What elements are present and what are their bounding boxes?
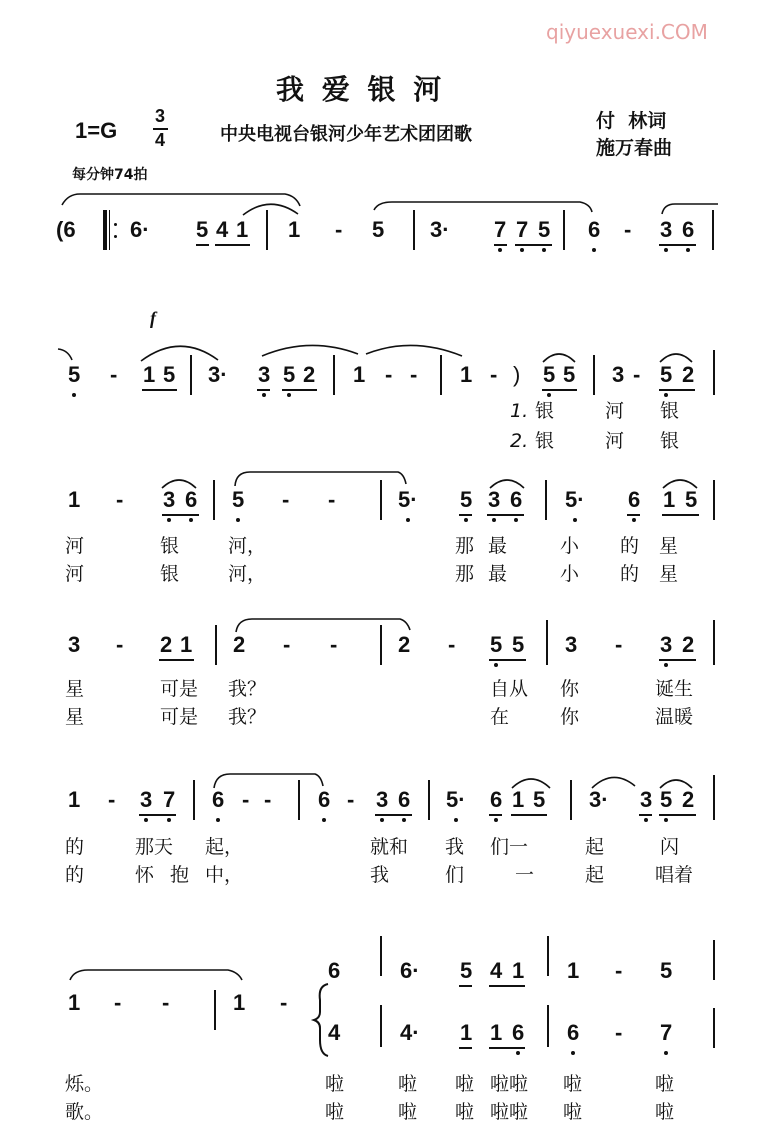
note: - xyxy=(615,1020,623,1045)
barline xyxy=(593,355,595,395)
beam-line xyxy=(215,244,250,246)
lyric: 自从 xyxy=(490,678,529,700)
slur xyxy=(58,349,72,360)
note: - xyxy=(335,217,343,242)
barline xyxy=(713,940,715,980)
note: 1 xyxy=(512,958,525,983)
slur xyxy=(141,346,218,361)
lyric: 银 xyxy=(535,400,555,422)
note: - xyxy=(242,787,250,812)
barline xyxy=(380,936,382,976)
beam-line xyxy=(627,514,640,516)
lyric: 河 xyxy=(65,535,85,557)
lyric: 那最 xyxy=(455,535,522,557)
note: - xyxy=(116,487,124,512)
note: - xyxy=(615,632,623,657)
lyric: 们一 xyxy=(490,836,529,858)
verse-number: 1. xyxy=(510,400,529,422)
lyric: 我？ xyxy=(228,678,267,700)
note: (6 xyxy=(56,217,76,242)
beam-line xyxy=(494,244,507,246)
barline xyxy=(547,936,549,976)
beam-line xyxy=(459,514,472,516)
note: 7 xyxy=(660,1020,673,1045)
note: 1 xyxy=(460,1020,473,1045)
lyric: 啦 xyxy=(563,1101,583,1123)
note: 5 xyxy=(460,487,473,512)
note: 2 xyxy=(303,362,316,387)
note: 6 xyxy=(510,487,523,512)
lyric: 我 xyxy=(370,864,390,886)
note: - xyxy=(283,632,291,657)
lyric: 啦 xyxy=(455,1073,475,1095)
note: 3 xyxy=(565,632,578,657)
beam-line xyxy=(375,814,412,816)
lyric: 啦啦 xyxy=(490,1073,529,1095)
lyric: 抱 xyxy=(170,864,190,886)
dynamic-forte: f xyxy=(150,308,156,328)
note: 5 xyxy=(232,487,245,512)
beam-line xyxy=(659,659,696,661)
note: 5 xyxy=(563,362,576,387)
lyric: 银 xyxy=(660,400,680,422)
barline xyxy=(190,355,192,395)
beam-line xyxy=(489,814,502,816)
barline xyxy=(712,210,714,250)
lyric: 的 xyxy=(65,836,85,858)
time-signature-top: 3 xyxy=(155,106,166,126)
lyric: 的星 xyxy=(620,535,699,557)
note: 7 xyxy=(494,217,507,242)
lyric: 河， xyxy=(228,535,267,557)
lyric: 河 xyxy=(65,563,85,585)
repeat-dot xyxy=(114,223,117,226)
lyric: 银 xyxy=(160,535,180,557)
note: - xyxy=(114,990,122,1015)
lyric: 那最 xyxy=(455,563,522,585)
note: 3 xyxy=(140,787,153,812)
lyric: 我？ xyxy=(228,706,267,728)
lyric: 你 xyxy=(560,678,580,700)
beam-line xyxy=(659,814,696,816)
note: 3 xyxy=(660,632,673,657)
lyric: 在 xyxy=(490,706,510,728)
beam-line xyxy=(489,1047,525,1049)
lyric: 银 xyxy=(660,430,680,452)
note: 6 xyxy=(567,1020,580,1045)
beam-line xyxy=(162,514,199,516)
note: - xyxy=(410,362,418,387)
barline xyxy=(440,355,442,395)
note: 3 xyxy=(640,787,653,812)
lyric: 中， xyxy=(205,864,244,886)
lyric: 星 xyxy=(65,678,85,700)
note: 5 xyxy=(163,362,176,387)
time-signature-bottom: 4 xyxy=(155,130,166,150)
lyric: 啦啦 xyxy=(490,1101,529,1123)
note: 2 xyxy=(682,362,695,387)
lyric: 啦 xyxy=(655,1101,675,1123)
note: 2 xyxy=(682,632,695,657)
note: 5 xyxy=(372,217,385,242)
barline xyxy=(213,480,215,520)
beam-line xyxy=(511,814,547,816)
beam-line xyxy=(515,244,552,246)
barline xyxy=(713,620,715,665)
tempo-marking: 每分钟74拍 xyxy=(72,167,148,183)
note: 5 xyxy=(460,958,473,983)
beam-line xyxy=(487,514,524,516)
note: 5 xyxy=(512,632,525,657)
note: - xyxy=(110,362,118,387)
note: 5 xyxy=(196,217,209,242)
lyric: 啦 xyxy=(325,1073,345,1095)
lyric: 河 xyxy=(605,430,625,452)
note: 1 xyxy=(460,362,473,387)
note: 5 xyxy=(68,362,81,387)
beam-line xyxy=(489,659,526,661)
lyric: 啦 xyxy=(398,1073,418,1095)
subtitle: 中央电视台银河少年艺术团团歌 xyxy=(220,124,472,145)
barline xyxy=(545,480,547,520)
verse-number: 2. xyxy=(510,430,529,452)
lyric: 河， xyxy=(228,563,267,585)
note: 5 xyxy=(660,787,673,812)
note: 5 xyxy=(685,487,698,512)
note: 1 xyxy=(236,217,249,242)
lyric: 我 xyxy=(445,836,465,858)
lyric: 温暖 xyxy=(655,706,694,728)
lyric: 就和 xyxy=(370,836,409,858)
note: 1 xyxy=(567,958,580,983)
lyric: 你 xyxy=(560,706,580,728)
note: 4· xyxy=(400,1020,420,1045)
watermark: qiyuexuexi.COM xyxy=(546,20,708,44)
barline xyxy=(380,1005,382,1047)
barline xyxy=(214,990,216,1030)
note: 1 xyxy=(143,362,156,387)
brace-icon xyxy=(314,984,328,1056)
note: 1 xyxy=(68,487,81,512)
lyric: 起， xyxy=(205,836,244,858)
note: 5· xyxy=(565,487,585,512)
lyric: 一 xyxy=(515,864,535,886)
barline xyxy=(380,625,382,665)
beam-line xyxy=(139,814,176,816)
note: - xyxy=(328,487,336,512)
lyric: 星 xyxy=(65,706,85,728)
lyric: 小 xyxy=(560,535,580,557)
note: 6 xyxy=(185,487,198,512)
note: 6· xyxy=(400,958,420,983)
note: 5 xyxy=(533,787,546,812)
beam-line xyxy=(282,389,317,391)
note: 3 xyxy=(660,217,673,242)
note: 4 xyxy=(216,217,229,242)
note: 1 xyxy=(233,990,246,1015)
beam-line xyxy=(489,985,525,987)
lyric: 的 xyxy=(65,864,85,886)
note: 7 xyxy=(163,787,176,812)
lyric: 可是 xyxy=(160,706,199,728)
lyric: 啦 xyxy=(398,1101,418,1123)
lyric: 歌。 xyxy=(65,1101,104,1123)
slur xyxy=(366,345,462,356)
barline xyxy=(570,780,572,820)
note: 1 xyxy=(353,362,366,387)
note: 2 xyxy=(233,632,246,657)
note: - xyxy=(448,632,456,657)
note: 5 xyxy=(490,632,503,657)
note: 5 xyxy=(660,362,673,387)
note: 3 xyxy=(68,632,81,657)
lyric: 银 xyxy=(535,430,555,452)
slur xyxy=(374,202,592,212)
barline xyxy=(713,480,715,520)
note: 2 xyxy=(398,632,411,657)
note: 6 xyxy=(398,787,411,812)
beam-line xyxy=(659,244,696,246)
barline xyxy=(713,1008,715,1048)
note: 3 xyxy=(376,787,389,812)
note: - xyxy=(347,787,355,812)
song-title: 我 爱 银 河 xyxy=(276,73,446,106)
slur xyxy=(662,204,718,214)
lyric: 啦 xyxy=(455,1101,475,1123)
beam-line xyxy=(142,389,177,391)
repeat-barline-thin xyxy=(109,210,110,250)
slur xyxy=(236,619,410,632)
note: - xyxy=(116,632,124,657)
lyric: 闪 xyxy=(660,836,680,858)
repeat-barline xyxy=(103,210,107,250)
barline xyxy=(298,780,300,820)
note: 2 xyxy=(682,787,695,812)
barline xyxy=(428,780,430,820)
barline xyxy=(713,350,715,395)
note: - xyxy=(385,362,393,387)
barline xyxy=(333,355,335,395)
note: - xyxy=(633,362,641,387)
note: 6 xyxy=(628,487,641,512)
slur xyxy=(214,774,323,788)
note: 6· xyxy=(130,217,150,242)
lyric: 起 xyxy=(585,836,605,858)
note: 3· xyxy=(430,217,450,242)
lyric: 银 xyxy=(160,563,180,585)
note: 3 xyxy=(612,362,625,387)
note: - xyxy=(615,958,623,983)
key-signature: 1=G xyxy=(75,118,118,143)
beam-line xyxy=(196,244,209,246)
note: 5· xyxy=(446,787,466,812)
lyric: 烁。 xyxy=(65,1073,104,1095)
beam-line xyxy=(459,1047,472,1049)
lyric: 可是 xyxy=(160,678,199,700)
barline xyxy=(413,210,415,250)
barline xyxy=(713,775,715,820)
lyric: 们 xyxy=(445,864,465,886)
lyric: 小 xyxy=(560,563,580,585)
note: - xyxy=(280,990,288,1015)
note: 6 xyxy=(318,787,331,812)
beam-line xyxy=(659,389,695,391)
note: 4 xyxy=(490,958,503,983)
slur xyxy=(243,204,298,215)
note: - xyxy=(624,217,632,242)
note: - xyxy=(162,990,170,1015)
note: ) xyxy=(513,362,521,387)
lyric: 啦 xyxy=(655,1073,675,1095)
composer-credit: 施万春曲 xyxy=(596,137,673,159)
note: - xyxy=(282,487,290,512)
lyric: 诞生 xyxy=(655,678,694,700)
note: 7 xyxy=(516,217,529,242)
note: 5 xyxy=(538,217,551,242)
note: 3 xyxy=(488,487,501,512)
lyric: 啦 xyxy=(325,1101,345,1123)
beam-line xyxy=(662,514,699,516)
beam-line xyxy=(639,814,652,816)
lyric: 河 xyxy=(605,400,625,422)
slur xyxy=(262,345,358,356)
note: - xyxy=(490,362,498,387)
note: 6 xyxy=(512,1020,525,1045)
barline xyxy=(546,620,548,665)
note: - xyxy=(264,787,272,812)
note: 1 xyxy=(68,787,81,812)
note: - xyxy=(330,632,338,657)
note: 3 xyxy=(163,487,176,512)
note: 3· xyxy=(208,362,228,387)
slur xyxy=(70,970,242,980)
beam-line xyxy=(159,659,194,661)
note: 3 xyxy=(258,362,271,387)
note: 5 xyxy=(660,958,673,983)
barline xyxy=(193,780,195,820)
slur xyxy=(543,354,575,362)
beam-line xyxy=(542,389,577,391)
note: 1 xyxy=(180,632,193,657)
note: 3· xyxy=(589,787,609,812)
slur xyxy=(660,354,692,362)
repeat-dot xyxy=(114,235,117,238)
lyric: 怀 xyxy=(135,864,155,886)
barline xyxy=(380,480,382,520)
note: 1 xyxy=(288,217,301,242)
note: 5 xyxy=(543,362,556,387)
note: 5 xyxy=(283,362,296,387)
barline xyxy=(215,625,217,665)
note: 6 xyxy=(328,958,341,983)
note: 6 xyxy=(212,787,225,812)
note: 6 xyxy=(588,217,601,242)
barline xyxy=(266,210,268,250)
note: 1 xyxy=(512,787,525,812)
lyricist-credit: 付 林词 xyxy=(596,110,667,132)
note: 1 xyxy=(68,990,81,1015)
note: 1 xyxy=(490,1020,503,1045)
note: 2 xyxy=(160,632,173,657)
barline xyxy=(563,210,565,250)
barline xyxy=(547,1005,549,1047)
note: 1 xyxy=(663,487,676,512)
lyric: 那天 xyxy=(135,836,174,858)
note: 4 xyxy=(328,1020,341,1045)
beam-line xyxy=(257,389,270,391)
lyric: 唱着 xyxy=(655,864,694,886)
lyric: 的星 xyxy=(620,563,699,585)
note: 6 xyxy=(682,217,695,242)
lyric: 起 xyxy=(585,864,605,886)
note: - xyxy=(108,787,116,812)
lyric: 啦 xyxy=(563,1073,583,1095)
note: 5· xyxy=(398,487,418,512)
note: 6 xyxy=(490,787,503,812)
beam-line xyxy=(459,985,472,987)
